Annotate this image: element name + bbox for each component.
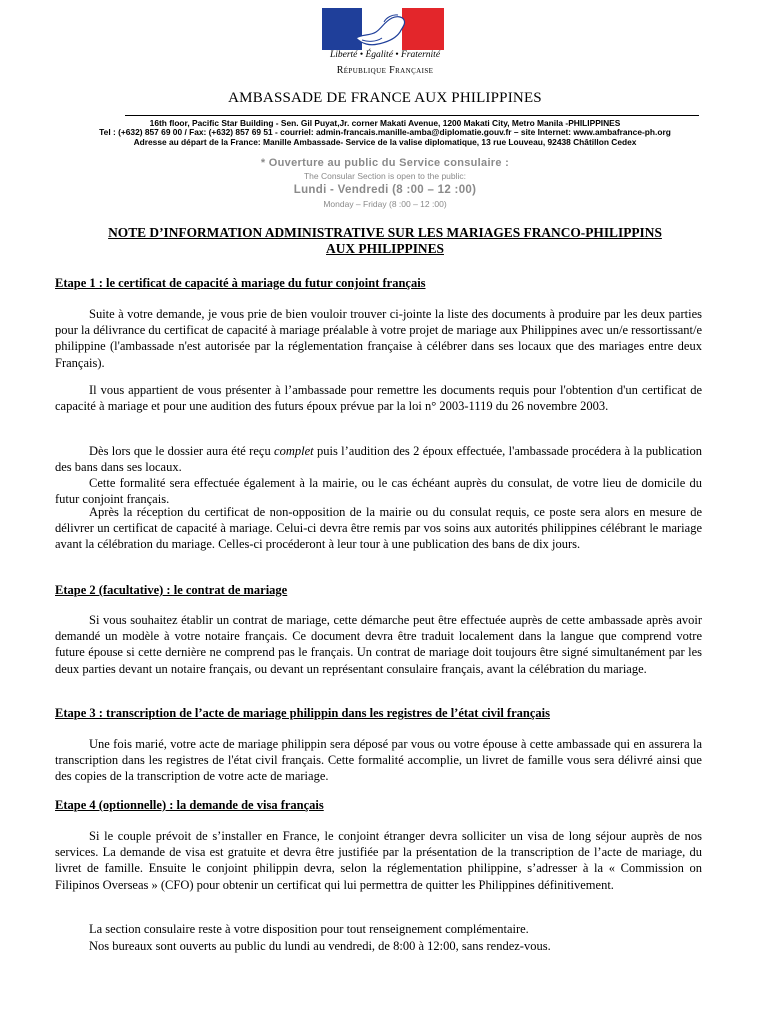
step1-p3-before: Dès lors que le dossier aura été reçu <box>89 444 275 458</box>
opening-days-en: Monday – Friday (8 :00 – 12 :00) <box>323 199 447 209</box>
closing-paragraph-2: Nos bureaux sont ouverts au public du lundi au vendredi, de 8:00 à 12:00, sans rendez-vous. <box>89 939 551 953</box>
motto: Liberté • Égalité • Fraternité <box>329 50 441 60</box>
closing-paragraph-1: La section consulaire reste à votre disposition pour tout renseignement complémentaire. <box>89 922 529 936</box>
embassy-name: AMBASSADE DE FRANCE AUX PHILIPPINES <box>228 90 542 106</box>
address-line-1: 16th floor, Pacific Star Building - Sen. Gil Puyat,Jr. corner Makati Avenue, 1200 Makati City, Metro Manila -PHILIPPINES <box>149 118 621 128</box>
marianne-logo <box>322 8 442 50</box>
document-title <box>50 225 720 257</box>
mail-address-line: Adresse au départ de la France: Manille Ambassade- Service de la valise diplomatique, 13 rue Louveau, 92438 Châtillon Cedex <box>133 137 637 147</box>
step1-paragraph-2: Il vous appartient de vous présenter à l’ambassade pour remettre les documents requis pour l'obtention d'un certificat de capacité à mariage et pour une audition des futurs époux prévue par la loi n° 2003-1119 du 26 novembre 2003. <box>55 383 702 414</box>
step1-p3-italic: complet <box>274 444 314 458</box>
step1-heading: Etape 1 : le certificat de capacité à mariage du futur conjoint français <box>55 276 426 290</box>
opening-subtitle: The Consular Section is open to the public: <box>303 171 467 181</box>
step1-paragraph-5: Après la réception du certificat de non-opposition de la mairie ou du consulat requis, ce poste sera alors en mesure de délivrer un certificat de capacité à mariage. Celui-ci devra être remis par vos soins aux autorités philippines célébrant le mariage avant la célébration du mariage. Celles-ci procéderont à leur tour à une publication des bans de dix jours. <box>55 505 702 552</box>
step1-paragraph-1: Suite à votre demande, je vous prie de bien vouloir trouver ci-jointe la liste des documents à produire par les deux parties pour la délivrance du certificat de capacité à mariage préalable à votre projet de mariage aux Philippines avec un/e ressortissant/e philippine (l'ambassade n'est autorisée par la réglementation française à célébrer dans ses locaux que des mariages entre deux Français). <box>55 307 702 370</box>
step3-paragraph-1: Une fois marié, votre acte de mariage philippin sera déposé par vous ou votre épouse à cette ambassade qui en assurera la transcription dans les registres de l'état civil français. Cette formalité accomplie, un livret de famille vous sera délivré ainsi que des copies de la transcription de votre acte de mariage. <box>55 737 702 784</box>
document-title-line-2: AUX PHILIPPINES <box>326 241 444 256</box>
step4-heading: Etape 4 (optionnelle) : la demande de visa français <box>55 798 324 812</box>
step1-p3-after: puis l’audition des 2 époux effectuée, l'ambassade procédera à la publication des bans dans ses locaux. <box>55 444 702 475</box>
step3-heading: Etape 3 : transcription de l’acte de mariage philippin dans les registres de l’état civil français <box>55 706 550 720</box>
step1-paragraph-4: Cette formalité sera effectuée également à la mairie, ou le cas échéant auprès du consulat, de votre lieu de domicile du futur conjoint français. <box>55 476 702 507</box>
document-title-line-1: NOTE D’INFORMATION ADMINISTRATIVE SUR LES MARIAGES FRANCO-PHILIPPINS <box>108 225 662 240</box>
header-divider <box>125 115 699 116</box>
step4-paragraph-1: Si le couple prévoit de s’installer en France, le conjoint étranger devra solliciter un visa de long séjour auprès de nos services. La demande de visa est gratuite et devra être justifiée par la présentation de la transcription de l’acte de mariage, du livret de famille. Ensuite le conjoint philippin devra, selon la réglementation philippine, s’adresser à la « Commission on Filipinos Overseas » (CFO) pour obtenir un certificat qui lui permettra de quitter les Philippines définitivement. <box>55 829 702 892</box>
step2-paragraph-1: Si vous souhaitez établir un contrat de mariage, cette démarche peut être effectuée auprès de cette ambassade après avoir demandé un modèle à votre notaire français. Ce document devra être traduit localement dans la langue que comprend votre future épouse si cette dernière ne comprend pas le français. Un contrat de mariage doit toujours être signé simultanément par les deux parties devant un notaire français, ou devant un représentant consulaire français, avant la célébration du mariage. <box>55 613 702 676</box>
republic-name: République Française <box>336 65 434 76</box>
step2-heading: Etape 2 (facultative) : le contrat de mariage <box>55 583 288 597</box>
opening-title: * Ouverture au public du Service consulaire : <box>260 157 510 169</box>
step1-paragraph-3 <box>55 443 702 475</box>
opening-days: Lundi - Vendredi (8 :00 – 12 :00) <box>293 184 477 196</box>
contact-line: Tel : (+632) 857 69 00 / Fax: (+632) 857 69 51 - courriel: admin-francais.manille-amba@diplomatie.gouv.fr – site Internet: www.ambafrance-ph.org <box>99 127 671 137</box>
